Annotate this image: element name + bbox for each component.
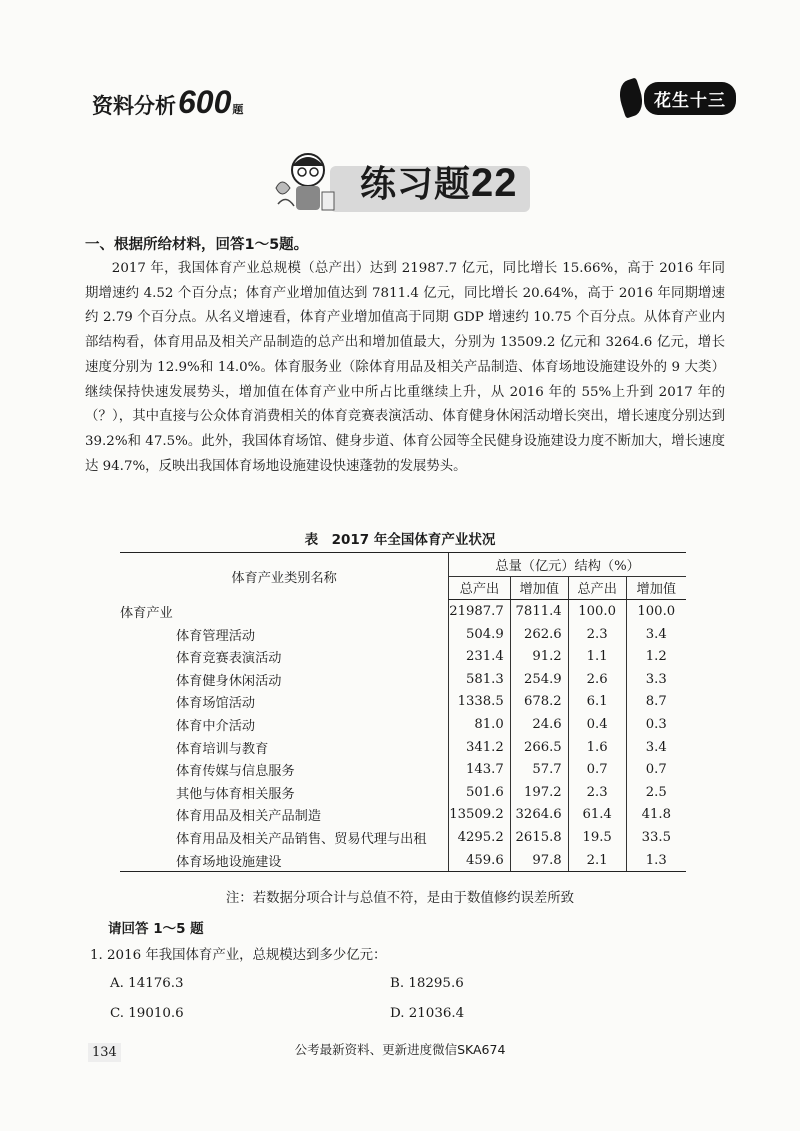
option-a[interactable]: A. 14176.3 [110,976,184,991]
book-title-suffix: 题 [232,103,244,116]
row-name: 体育用品及相关产品制造 [176,809,322,825]
cell-value-added-share: 3.4 [626,623,686,646]
cell-output-share: 0.4 [568,713,626,736]
table-subheader: 总产出 [449,576,511,600]
cell-output-share: 19.5 [568,826,626,849]
row-name: 体育健身休闲活动 [176,673,282,689]
row-name: 体育用品及相关产品销售、贸易代理与出租 [176,831,427,847]
book-title [92,84,243,121]
question-1: 1. 2016 年我国体育产业，总规模达到多少亿元： [90,948,387,963]
option-b[interactable]: B. 18295.6 [390,976,464,991]
table-row [120,804,686,827]
table-header-group-a: 总量（亿元） [495,558,575,574]
cell-value-added-share: 2.5 [626,781,686,804]
cell-output-share: 100.0 [568,600,626,623]
lesson-title-text: 练习题 [360,164,472,205]
brand-logo [620,80,736,116]
table-row [120,736,686,759]
cell-value-added-share: 8.7 [626,691,686,714]
lesson-banner [270,148,530,214]
cell-output: 4295.2 [449,826,511,849]
row-name: 体育管理活动 [176,628,256,644]
row-name: 体育竞赛表演活动 [176,651,282,667]
cell-value-added: 24.6 [510,713,568,736]
cell-value-added: 97.8 [510,849,568,872]
row-name: 体育场馆活动 [176,696,256,712]
industry-table [120,552,686,872]
cell-value-added-share: 100.0 [626,600,686,623]
cell-value-added-share: 0.3 [626,713,686,736]
table-subheader: 总产出 [568,576,626,600]
cell-output-share: 2.1 [568,849,626,872]
cell-value-added: 678.2 [510,691,568,714]
cell-output: 13509.2 [449,804,511,827]
cell-output: 81.0 [449,713,511,736]
cell-value-added-share: 3.4 [626,736,686,759]
cell-output-share: 1.6 [568,736,626,759]
footer-text: 公考最新资料、更新进度微信SKA674 [294,1042,506,1057]
cell-output: 581.3 [449,668,511,691]
question-heading: 请回答 1～5 题 [108,921,204,937]
cell-output-share: 6.1 [568,691,626,714]
cell-value-added: 57.7 [510,758,568,781]
table-row [120,781,686,804]
cell-value-added-share: 0.7 [626,758,686,781]
table-row [120,849,686,872]
option-d[interactable]: D. 21036.4 [390,1006,465,1021]
row-name: 体育中介活动 [176,718,256,734]
cell-output-share: 61.4 [568,804,626,827]
cell-output: 21987.7 [449,600,511,623]
table-header-group-b: 结构（%） [574,558,640,574]
lesson-title-number: 22 [471,161,518,205]
row-name: 体育场地设施建设 [120,849,449,872]
table-row [120,645,686,668]
cell-value-added: 254.9 [510,668,568,691]
row-name: 体育传媒与信息服务 [176,764,295,780]
cell-output: 459.6 [449,849,511,872]
cell-value-added-share: 41.8 [626,804,686,827]
lesson-title [360,156,518,207]
book-title-text: 资料分析 [92,94,176,118]
leaf-icon [615,77,647,118]
table-row [120,691,686,714]
cell-output: 501.6 [449,781,511,804]
cell-output-share: 0.7 [568,758,626,781]
table-title: 表 2017 年全国体育产业状况 [304,532,496,548]
table-row [120,758,686,781]
cell-output-share: 2.3 [568,781,626,804]
cell-output: 231.4 [449,645,511,668]
option-c[interactable]: C. 19010.6 [110,1006,184,1021]
cell-value-added: 262.6 [510,623,568,646]
cell-output-share: 2.3 [568,623,626,646]
cell-value-added: 266.5 [510,736,568,759]
cell-value-added-share: 3.3 [626,668,686,691]
cell-output-share: 2.6 [568,668,626,691]
table-row [120,623,686,646]
cell-value-added: 3264.6 [510,804,568,827]
table-row [120,713,686,736]
cell-output: 341.2 [449,736,511,759]
cell-value-added-share: 33.5 [626,826,686,849]
table-subheader: 增加值 [510,576,568,600]
table-row [120,826,686,849]
table-subheader: 增加值 [626,576,686,600]
table-row [120,600,686,623]
section-heading: 一、根据所给材料，回答1～5题。 [85,237,309,253]
table-note: 注：若数据分项合计与总值不符，是由于数值修约误差所致 [225,891,575,906]
cell-output: 1338.5 [449,691,511,714]
table-header-group [449,553,686,577]
cell-value-added: 7811.4 [510,600,568,623]
cell-value-added: 2615.8 [510,826,568,849]
row-name: 体育产业 [120,605,173,621]
row-name: 其他与体育相关服务 [176,786,295,802]
brand-name: 花生十三 [644,82,736,115]
table-header-name: 体育产业类别名称 [120,553,449,600]
passage-text: 2017 年，我国体育产业总规模（总产出）达到 21987.7 亿元，同比增长 15.66%，高于 2016 年同期增速约 4.52 个百分点；体育产业增加值达到 7811.4 亿元，同比增长 20.64%，高于 2016 年同期增速约 2.79 个百分点。从名义增速看，体育产业增加值高于同期 GDP 增速约 10.75 个百分点。从体育产业内部结构看，体育用品及相关产品制造的总产出和增加值最大，分别为 13509.2 亿元和 3264.6 亿元，增长速度分别为 12.9%和 14.0%。体育服务业（除体育用品及相关产品制造、体育场地设施建设外的 9 大类）继续保持快速发展势头，增加值在体育产业中所占比重继续上升，从 2016 年的 55%上升到 2017 年的（？），其中直接与公众体育消费相关的体育竞赛表演活动、体育健身休闲活动增长突出，增长速度分别达到 39.2%和 47.5%。此外，我国体育场馆、健身步道、体育公园等全民健身设施建设力度不断加大，增长速度达 94.7%，反映出我国体育场地设施建设快速蓬勃的发展势头。 [85,261,725,474]
table-row [120,668,686,691]
cell-output-share: 1.1 [568,645,626,668]
cell-output: 504.9 [449,623,511,646]
cell-output: 143.7 [449,758,511,781]
page-number: 134 [88,1043,121,1062]
book-title-number: 600 [178,84,232,120]
cell-value-added-share: 1.2 [626,645,686,668]
cell-value-added: 91.2 [510,645,568,668]
cell-value-added: 197.2 [510,781,568,804]
row-name: 体育培训与教育 [176,741,269,757]
cell-value-added-share: 1.3 [626,849,686,872]
